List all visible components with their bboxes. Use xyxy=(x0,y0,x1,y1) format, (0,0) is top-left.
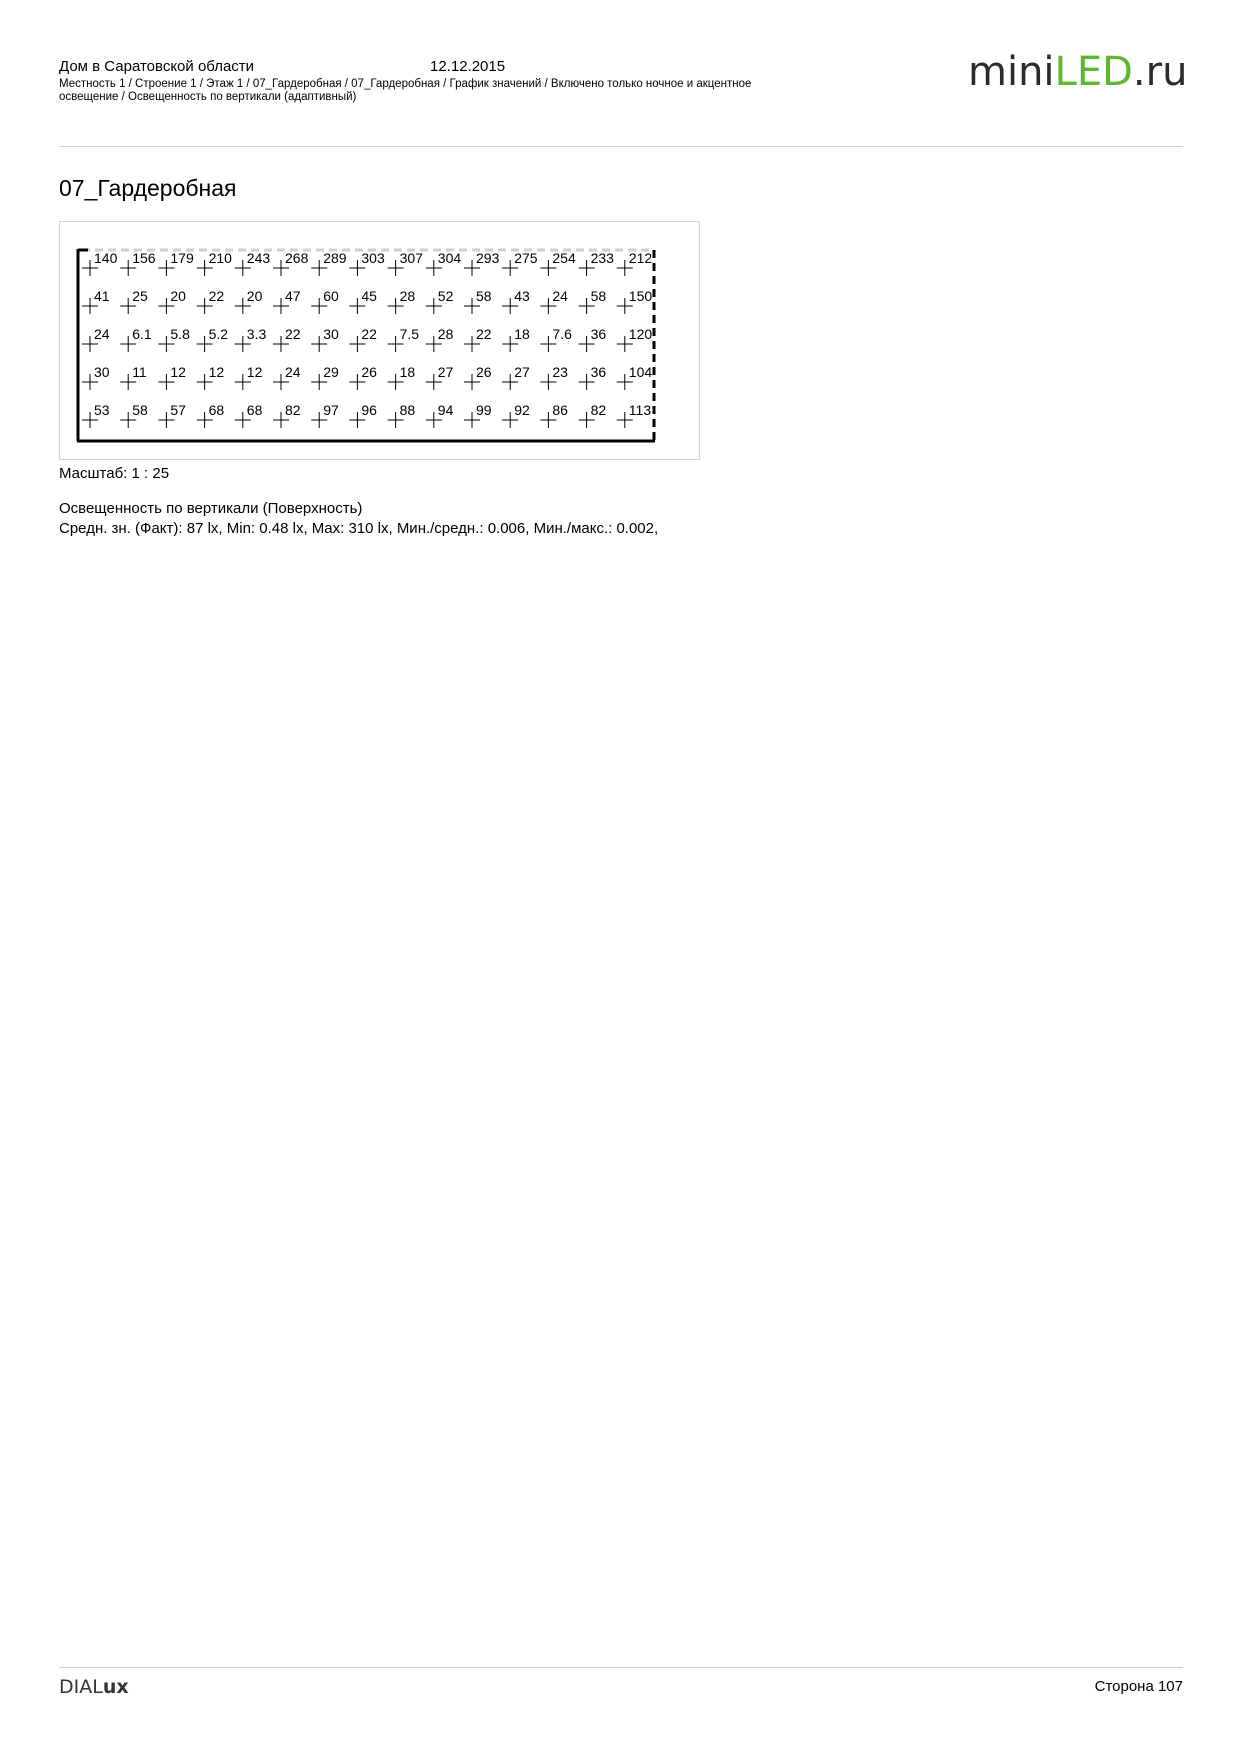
grid-point xyxy=(617,364,653,390)
grid-point xyxy=(349,402,377,428)
grid-point xyxy=(464,288,492,314)
grid-value-label: 99 xyxy=(476,402,492,418)
grid-value-label: 25 xyxy=(132,288,148,304)
grid-point xyxy=(158,364,186,390)
grid-point xyxy=(579,326,607,352)
grid-value-label: 22 xyxy=(208,288,225,304)
grid-point xyxy=(120,402,148,428)
dialux-logo-light: DIAL xyxy=(59,1676,103,1698)
grid-point xyxy=(388,402,416,428)
grid-point xyxy=(540,402,568,428)
dialux-logo-bold: ux xyxy=(102,1676,129,1698)
grid-point xyxy=(235,402,263,428)
grid-value-label: 28 xyxy=(437,326,454,342)
grid-value-label: 60 xyxy=(323,288,339,304)
grid-value-label: 82 xyxy=(590,402,607,418)
grid-point xyxy=(273,288,301,314)
grid-value-label: 20 xyxy=(170,288,186,304)
grid-point xyxy=(426,288,454,314)
grid-value-label: 94 xyxy=(437,402,454,418)
grid-point xyxy=(502,250,538,276)
grid-point xyxy=(311,402,339,428)
grid-value-label: 150 xyxy=(628,288,653,304)
grid-value-label: 97 xyxy=(323,402,339,418)
grid-value-label: 243 xyxy=(246,250,271,266)
grid-value-label: 86 xyxy=(552,402,568,418)
grid-value-label: 5.2 xyxy=(208,326,229,342)
grid-value-label: 23 xyxy=(552,364,568,380)
grid-point xyxy=(273,326,301,352)
grid-point xyxy=(540,364,568,390)
grid-point xyxy=(235,364,263,390)
value-plan xyxy=(59,221,700,460)
grid-point xyxy=(158,402,186,428)
grid-point xyxy=(311,250,347,276)
grid-point xyxy=(464,364,492,390)
grid-point xyxy=(502,288,530,314)
grid-point xyxy=(388,364,416,390)
grid-point xyxy=(273,402,301,428)
measurement-title: Освещенность по вертикали (Поверхность) xyxy=(59,500,363,517)
grid-point xyxy=(197,402,225,428)
grid-point xyxy=(464,250,500,276)
grid-value-label: 289 xyxy=(323,250,347,266)
grid-value-label: 52 xyxy=(437,288,454,304)
grid-point xyxy=(579,250,615,276)
grid-value-label: 36 xyxy=(590,326,607,342)
grid-value-label: 303 xyxy=(361,250,385,266)
grid-value-label: 7.6 xyxy=(552,326,572,342)
grid-value-label: 29 xyxy=(323,364,339,380)
grid-point xyxy=(617,402,652,428)
project-name: Дом в Саратовской области xyxy=(59,58,255,75)
grid-point xyxy=(197,250,233,276)
grid-point xyxy=(426,326,454,352)
grid-value-label: 24 xyxy=(94,326,110,342)
grid-value-label: 45 xyxy=(361,288,377,304)
grid-point xyxy=(197,288,225,314)
grid-value-label: 47 xyxy=(285,288,301,304)
grid-value-label: 18 xyxy=(514,326,530,342)
grid-point xyxy=(617,250,653,276)
grid-point xyxy=(273,364,301,390)
grid-value-label: 179 xyxy=(170,250,194,266)
grid-value-label: 307 xyxy=(399,250,423,266)
grid-point xyxy=(579,402,607,428)
miniled-logo xyxy=(968,49,1188,95)
grid-point xyxy=(311,326,339,352)
grid-point xyxy=(311,288,339,314)
grid-point xyxy=(158,288,186,314)
grid-value-label: 6.1 xyxy=(132,326,152,342)
breadcrumb: Местность 1 / Строение 1 / Этаж 1 / 07_Гардеробная / 07_Гардеробная / График значений / Включено только ночное и акцентное освещение / Освещенность по вертикали (адаптивный) xyxy=(59,78,752,103)
grid-point xyxy=(158,326,190,352)
grid-point xyxy=(197,326,229,352)
footer-divider xyxy=(59,1667,1183,1668)
grid-value-label: 254 xyxy=(552,250,576,266)
grid-point xyxy=(579,364,607,390)
grid-value-label: 156 xyxy=(132,250,156,266)
grid-value-label: 26 xyxy=(476,364,492,380)
grid-value-label: 212 xyxy=(628,250,653,266)
grid-point xyxy=(426,402,454,428)
grid-value-label: 58 xyxy=(476,288,492,304)
grid-point xyxy=(311,364,339,390)
grid-value-label: 24 xyxy=(285,364,301,380)
value-plan-drawing xyxy=(60,222,701,461)
grid-value-label: 27 xyxy=(437,364,454,380)
grid-value-label: 233 xyxy=(590,250,614,266)
grid-value-label: 3.3 xyxy=(246,326,267,342)
grid-point xyxy=(82,288,110,314)
grid-value-label: 30 xyxy=(94,364,110,380)
grid-value-label: 28 xyxy=(399,288,416,304)
grid-point xyxy=(349,288,377,314)
grid-value-label: 41 xyxy=(94,288,110,304)
grid-value-label: 68 xyxy=(208,402,225,418)
grid-point xyxy=(388,288,416,314)
grid-value-label: 22 xyxy=(361,326,377,342)
grid-point xyxy=(158,250,194,276)
page-number: Сторона 107 xyxy=(1094,1678,1183,1695)
measurement-grid xyxy=(82,250,652,428)
grid-point xyxy=(82,402,110,428)
grid-point xyxy=(502,364,530,390)
grid-value-label: 18 xyxy=(399,364,416,380)
grid-point xyxy=(502,326,530,352)
grid-value-label: 12 xyxy=(170,364,186,380)
room-title: 07_Гардеробная xyxy=(59,175,237,201)
logo-part-ru: .ru xyxy=(1132,49,1188,95)
grid-value-label: 58 xyxy=(132,402,148,418)
grid-point xyxy=(120,288,148,314)
grid-value-label: 140 xyxy=(94,250,118,266)
grid-point xyxy=(464,326,492,352)
grid-value-label: 43 xyxy=(514,288,530,304)
grid-value-label: 57 xyxy=(170,402,186,418)
grid-point xyxy=(540,326,572,352)
scale-label: Масштаб: 1 : 25 xyxy=(59,465,170,482)
grid-point xyxy=(273,250,309,276)
grid-value-label: 88 xyxy=(399,402,416,418)
grid-point xyxy=(82,326,110,352)
grid-point xyxy=(349,364,377,390)
grid-point xyxy=(349,250,385,276)
grid-value-label: 27 xyxy=(514,364,530,380)
grid-point xyxy=(235,250,271,276)
grid-point xyxy=(82,364,110,390)
grid-value-label: 12 xyxy=(246,364,263,380)
grid-point xyxy=(349,326,377,352)
grid-point xyxy=(426,364,454,390)
grid-value-label: 304 xyxy=(437,250,462,266)
logo-part-mini: mini xyxy=(968,49,1055,95)
grid-value-label: 5.8 xyxy=(170,326,190,342)
grid-point xyxy=(197,364,225,390)
grid-value-label: 22 xyxy=(285,326,301,342)
grid-value-label: 30 xyxy=(323,326,339,342)
grid-point xyxy=(540,250,576,276)
grid-value-label: 11 xyxy=(132,364,147,380)
grid-point xyxy=(579,288,607,314)
grid-value-label: 12 xyxy=(208,364,225,380)
grid-point xyxy=(617,288,653,314)
grid-point xyxy=(464,402,492,428)
grid-value-label: 104 xyxy=(628,364,653,380)
logo-part-led: LED xyxy=(1054,49,1133,95)
grid-value-label: 96 xyxy=(361,402,377,418)
grid-value-label: 53 xyxy=(94,402,110,418)
grid-point xyxy=(502,402,530,428)
grid-value-label: 275 xyxy=(514,250,538,266)
measurement-stats: Средн. зн. (Факт): 87 lx, Min: 0.48 lx, Max: 310 lx, Мин./средн.: 0.006, Мин./макс.: 0.002, xyxy=(59,520,659,537)
grid-value-label: 24 xyxy=(552,288,568,304)
grid-value-label: 82 xyxy=(285,402,301,418)
grid-point xyxy=(120,364,147,390)
grid-value-label: 293 xyxy=(476,250,500,266)
grid-point xyxy=(426,250,462,276)
grid-value-label: 20 xyxy=(246,288,263,304)
grid-point xyxy=(82,250,118,276)
dialux-logo xyxy=(59,1676,129,1698)
header-divider xyxy=(59,146,1183,147)
grid-point xyxy=(120,326,152,352)
grid-value-label: 22 xyxy=(476,326,492,342)
grid-value-label: 113 xyxy=(628,402,652,418)
grid-point xyxy=(388,326,420,352)
grid-point xyxy=(540,288,568,314)
grid-point xyxy=(388,250,424,276)
grid-value-label: 7.5 xyxy=(399,326,420,342)
grid-point xyxy=(120,250,156,276)
grid-value-label: 26 xyxy=(361,364,377,380)
grid-value-label: 210 xyxy=(208,250,232,266)
report-date: 12.12.2015 xyxy=(430,58,506,75)
grid-point xyxy=(617,326,653,352)
grid-value-label: 92 xyxy=(514,402,530,418)
grid-point xyxy=(235,326,267,352)
grid-value-label: 120 xyxy=(628,326,653,342)
grid-point xyxy=(235,288,263,314)
grid-value-label: 68 xyxy=(246,402,263,418)
grid-value-label: 36 xyxy=(590,364,607,380)
grid-value-label: 268 xyxy=(285,250,309,266)
grid-value-label: 58 xyxy=(590,288,607,304)
